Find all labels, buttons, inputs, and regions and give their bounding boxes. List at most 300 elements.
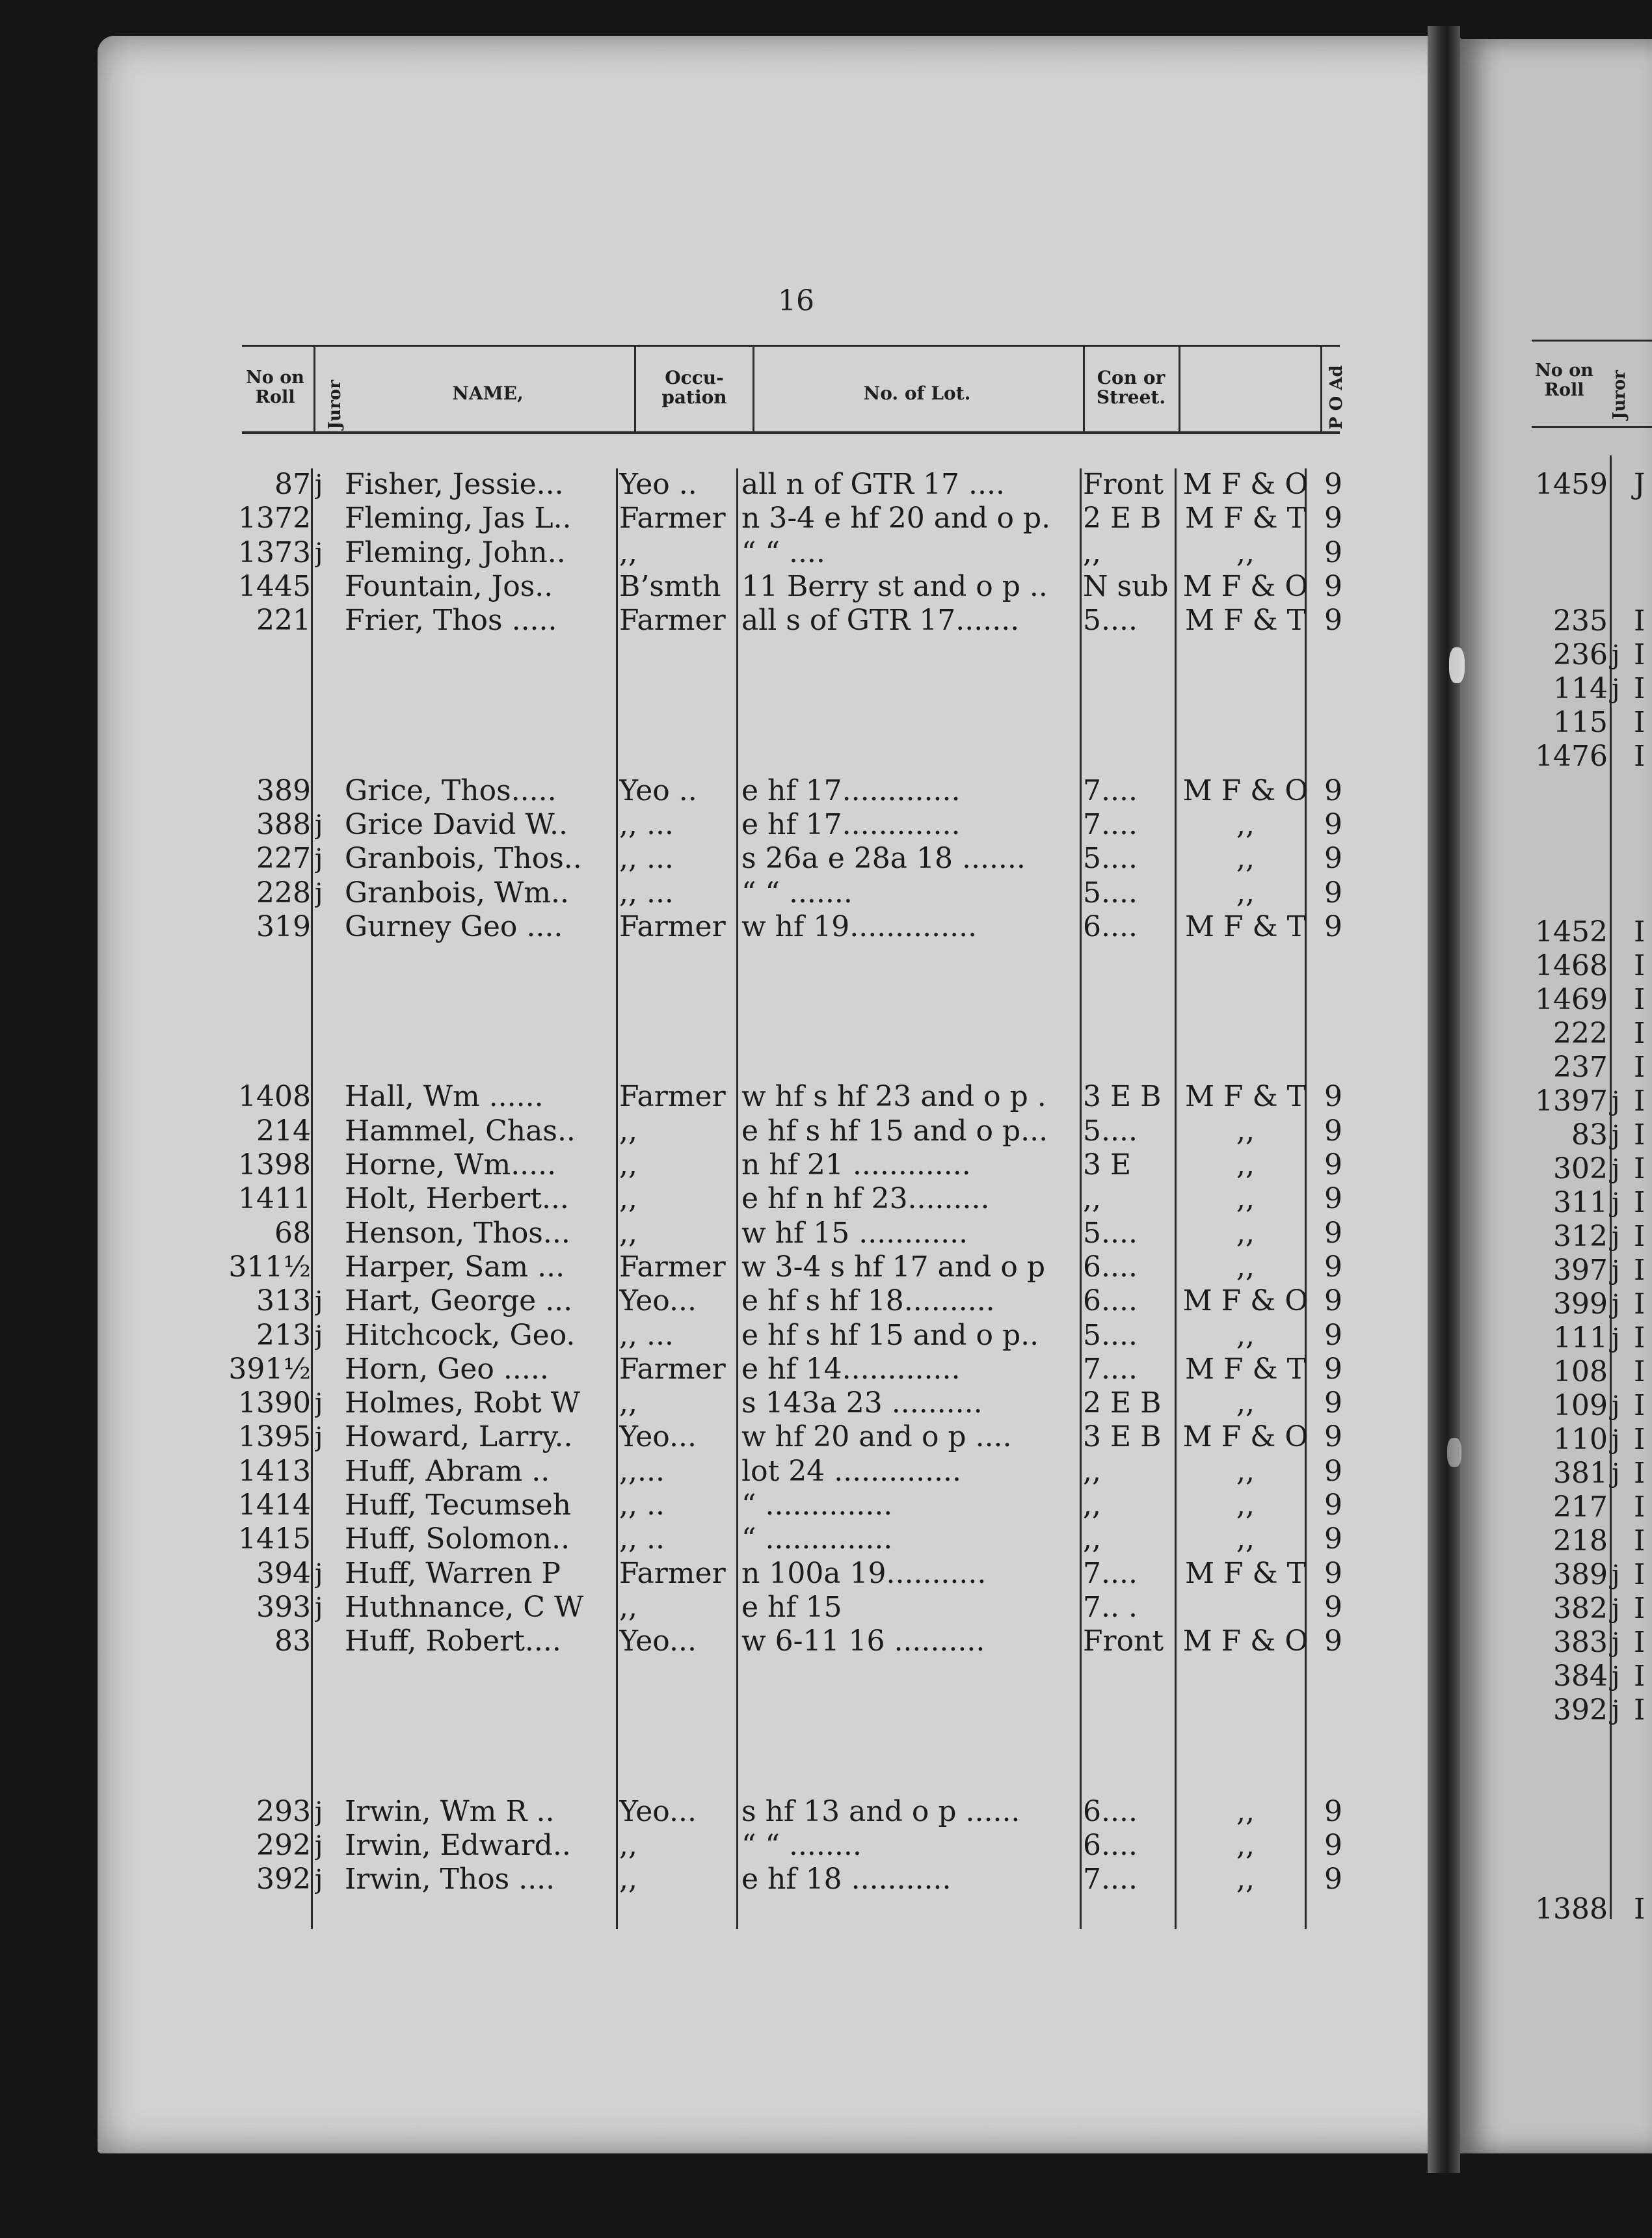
occupation-cell: ,, ... [619, 809, 674, 841]
ad-cell: 9 [1324, 1285, 1342, 1318]
ad-cell [1314, 740, 1353, 773]
name-cell [345, 1761, 611, 1794]
lot-cell [741, 639, 1080, 671]
table-row [0, 1761, 1652, 1794]
name-cell: Irwin, Edward.. [345, 1829, 571, 1862]
ad-cell: 9 [1324, 502, 1342, 535]
po-cell: ,, [1236, 1217, 1255, 1250]
table-row [0, 1285, 1652, 1317]
occupation-cell: Yeo... [619, 1625, 697, 1658]
juror-cell [315, 1489, 338, 1522]
ad-cell: 9 [1324, 1081, 1342, 1114]
name-cell [345, 1693, 611, 1726]
con-cell: 5.... [1083, 1114, 1138, 1148]
juror-cell [315, 1660, 338, 1692]
roll-cell [208, 1727, 311, 1760]
con-cell: 5.... [1083, 604, 1138, 638]
paper-tear [1447, 1438, 1461, 1467]
juror-cell [315, 1523, 338, 1556]
juror-cell [315, 1217, 338, 1250]
roll-cell: 1414 [238, 1489, 311, 1522]
name-cell [345, 707, 611, 739]
header-con [1085, 368, 1177, 407]
juror-cell: j [315, 1592, 323, 1623]
name-cell: Gurney Geo .... [345, 910, 563, 943]
po-cell [1177, 673, 1314, 705]
ad-cell [1314, 1660, 1353, 1692]
right-juror-cell [1612, 984, 1631, 1016]
lot-cell: “ “ ....... [741, 876, 853, 910]
juror-cell [315, 1353, 338, 1386]
right-name-fragment: I [1634, 1152, 1645, 1185]
juror-cell: j [315, 1320, 323, 1351]
right-header-juror: Juror [1610, 370, 1629, 420]
table-row [0, 1557, 1652, 1590]
lot-cell: all s of GTR 17....... [741, 604, 1020, 638]
name-cell: Holmes, Robt W [345, 1387, 580, 1420]
po-cell [1177, 1047, 1314, 1079]
con-cell [1083, 1761, 1174, 1794]
con-cell [1083, 707, 1174, 739]
header-roll [239, 368, 311, 407]
right-name-fragment: I [1634, 1220, 1645, 1253]
table-row [0, 1353, 1652, 1386]
con-cell: 7.... [1083, 1863, 1138, 1896]
occupation-cell [619, 945, 736, 977]
right-name-fragment: I [1634, 1457, 1645, 1490]
occupation-cell: ,, ... [619, 843, 674, 876]
right-name-fragment: J [1634, 468, 1645, 501]
lot-cell: “ .............. [741, 1523, 893, 1556]
table-row [0, 775, 1652, 807]
po-cell [1177, 1660, 1314, 1692]
roll-cell: 214 [256, 1114, 311, 1148]
occupation-cell: ,, [619, 1829, 637, 1862]
con-cell: 6.... [1083, 1250, 1138, 1284]
occupation-cell: Yeo... [619, 1795, 697, 1828]
right-roll-cell: 302 [1553, 1152, 1608, 1185]
juror-cell [315, 1013, 338, 1045]
name-cell: Hall, Wm ...... [345, 1081, 544, 1114]
right-juror-cell: j [1612, 1222, 1620, 1252]
page-number: 16 [778, 284, 814, 317]
juror-cell [315, 1625, 338, 1658]
name-cell [345, 740, 611, 773]
right-name-fragment: I [1634, 1660, 1645, 1693]
juror-cell [315, 571, 338, 603]
table-row [0, 1727, 1652, 1760]
lot-cell: e hf 17............. [741, 809, 961, 841]
right-juror-cell [1612, 1893, 1631, 1926]
juror-cell [315, 911, 338, 943]
con-cell: ,, [1083, 1455, 1101, 1488]
po-cell: ,, [1236, 1183, 1255, 1216]
con-cell: ,, [1083, 1523, 1101, 1556]
occupation-cell: ,, ... [619, 1319, 674, 1352]
lot-cell [741, 1761, 1080, 1794]
right-roll-cell: 235 [1553, 604, 1608, 638]
po-cell [1177, 1693, 1314, 1726]
lot-cell [741, 707, 1080, 739]
juror-cell [315, 979, 338, 1012]
juror-cell: j [315, 810, 323, 840]
right-juror-cell: j [1612, 1391, 1620, 1421]
juror-cell [315, 707, 338, 739]
con-cell: 5.... [1083, 876, 1138, 910]
right-name-fragment: I [1634, 1893, 1645, 1926]
right-juror-cell: j [1612, 1323, 1620, 1353]
lot-cell: w hf 20 and o p .... [741, 1421, 1012, 1454]
right-name-fragment: I [1634, 1254, 1645, 1287]
name-cell: Horne, Wm..... [345, 1149, 557, 1181]
ad-cell [1314, 639, 1353, 671]
table-row [0, 1693, 1652, 1726]
juror-cell: j [315, 1865, 323, 1895]
right-juror-cell [1612, 707, 1631, 739]
po-cell: ,, [1236, 1114, 1255, 1148]
occupation-cell: ,, [619, 1387, 637, 1420]
juror-cell [315, 673, 338, 705]
header-con-line2: Street. [1096, 386, 1166, 408]
ad-cell: 9 [1324, 1455, 1342, 1488]
table-row [0, 1251, 1652, 1284]
po-cell: M F & T [1184, 910, 1307, 943]
con-cell [1083, 945, 1174, 977]
ad-cell: 9 [1324, 1421, 1342, 1454]
right-name-fragment: I [1634, 1693, 1645, 1727]
ad-cell: 9 [1324, 1387, 1342, 1420]
ad-cell [1314, 707, 1353, 739]
right-name-fragment: I [1634, 1355, 1645, 1388]
right-juror-cell [1612, 468, 1631, 501]
right-juror-cell: j [1612, 1459, 1620, 1489]
table-row [0, 1217, 1652, 1250]
right-roll-cell: 236 [1553, 638, 1608, 671]
ad-cell [1314, 1761, 1353, 1794]
con-cell: 6.... [1083, 1829, 1138, 1862]
lot-cell [741, 945, 1080, 977]
name-cell: Grice David W.. [345, 809, 568, 841]
occupation-cell: Farmer [619, 1353, 726, 1386]
juror-cell: j [315, 1286, 323, 1317]
lot-cell: w hf s hf 23 and o p . [741, 1081, 1046, 1114]
po-cell: ,, [1236, 1149, 1255, 1181]
occupation-cell: Yeo .. [619, 468, 697, 501]
con-cell [1083, 1047, 1174, 1079]
right-name-fragment: I [1634, 1186, 1645, 1219]
ad-cell: 9 [1324, 809, 1342, 841]
right-roll-cell: 217 [1553, 1490, 1608, 1524]
po-cell: M F & T [1184, 502, 1307, 535]
po-cell: M F & T [1184, 1557, 1307, 1590]
po-cell: ,, [1236, 1795, 1255, 1828]
right-roll-cell: 311 [1553, 1186, 1608, 1219]
juror-cell [315, 604, 338, 637]
name-cell: Huff, Tecumseh [345, 1489, 572, 1522]
right-name-fragment: I [1634, 672, 1645, 705]
roll-cell: 293 [256, 1795, 311, 1828]
lot-cell [741, 1047, 1080, 1079]
occupation-cell: ,, [619, 1591, 637, 1624]
po-cell: ,, [1236, 809, 1255, 841]
right-roll-cell: 1459 [1535, 468, 1608, 501]
name-cell: Fleming, John.. [345, 536, 566, 569]
name-cell: Holt, Herbert... [345, 1183, 569, 1216]
table-row [0, 1115, 1652, 1148]
right-roll-cell: 392 [1553, 1693, 1608, 1727]
occupation-cell [619, 979, 736, 1012]
right-roll-cell: 1476 [1535, 740, 1608, 773]
con-cell: 6.... [1083, 1285, 1138, 1318]
right-roll-cell: 312 [1553, 1220, 1608, 1253]
right-juror-cell [1612, 950, 1631, 982]
table-row [0, 1625, 1652, 1658]
header-occupation-line1: Occu- [665, 367, 724, 388]
con-cell: ,, [1083, 1489, 1101, 1522]
right-juror-cell: j [1612, 1256, 1620, 1286]
right-name-fragment: I [1634, 983, 1645, 1016]
table-row [0, 945, 1652, 977]
right-juror-cell: j [1612, 1086, 1620, 1116]
right-name-fragment: I [1634, 1051, 1645, 1084]
ad-cell: 9 [1324, 1489, 1342, 1522]
po-cell: ,, [1236, 876, 1255, 910]
occupation-cell [619, 1761, 736, 1794]
con-cell: 3 E B [1083, 1081, 1162, 1114]
juror-cell [315, 775, 338, 807]
occupation-cell: ,, [619, 1863, 637, 1896]
table-row [0, 877, 1652, 910]
po-cell: M F & O [1182, 1421, 1309, 1454]
table-row [0, 604, 1652, 637]
header-roll-line2: Roll [255, 387, 295, 407]
right-juror-cell: j [1612, 1425, 1620, 1455]
right-roll-cell: 383 [1553, 1626, 1608, 1659]
po-cell: ,, [1236, 1489, 1255, 1522]
roll-cell: 1408 [238, 1081, 311, 1114]
ad-cell: 9 [1324, 536, 1342, 569]
ad-cell: 9 [1324, 1863, 1342, 1896]
occupation-cell: ,, ... [619, 876, 674, 910]
juror-cell [315, 1115, 338, 1148]
name-cell [345, 1727, 611, 1760]
roll-cell: 292 [256, 1829, 311, 1862]
name-cell [345, 945, 611, 977]
ad-cell: 9 [1324, 1217, 1342, 1250]
lot-cell: s hf 13 and o p ...... [741, 1795, 1020, 1828]
table-row [0, 673, 1652, 705]
ad-cell [1314, 1727, 1353, 1760]
right-juror-cell: j [1612, 1695, 1620, 1725]
juror-cell [315, 1761, 338, 1794]
name-cell [345, 979, 611, 1012]
header-roll-line1: No on [246, 368, 304, 388]
header-top-rule [242, 345, 1340, 347]
right-roll-cell: 384 [1553, 1660, 1608, 1693]
right-roll-cell: 382 [1553, 1592, 1608, 1625]
name-cell: Granbois, Wm.. [345, 876, 569, 910]
po-cell: ,, [1236, 1319, 1255, 1352]
name-cell: Irwin, Thos .... [345, 1863, 555, 1896]
po-cell: ,, [1236, 1387, 1255, 1420]
right-name-fragment: I [1634, 706, 1645, 739]
roll-cell: 68 [274, 1217, 311, 1250]
right-juror-cell: j [1612, 1289, 1620, 1319]
right-juror-cell: j [1612, 1594, 1620, 1624]
lot-cell: lot 24 .............. [741, 1455, 962, 1488]
roll-cell: 1411 [238, 1183, 311, 1216]
name-cell [345, 1660, 611, 1692]
ad-cell [1314, 1693, 1353, 1726]
ad-cell [1314, 673, 1353, 705]
name-cell: Frier, Thos ..... [345, 604, 557, 638]
right-name-fragment: I [1634, 1017, 1645, 1050]
name-cell: Huthnance, C W [345, 1591, 584, 1624]
paper-tear [1449, 647, 1465, 683]
con-cell: 2 E B [1083, 502, 1162, 535]
header-occupation [641, 368, 748, 407]
right-name-fragment: I [1634, 740, 1645, 773]
occupation-cell: Farmer [619, 604, 726, 638]
po-cell: ,, [1236, 1829, 1255, 1862]
name-cell [345, 1047, 611, 1079]
occupation-cell: ,, [619, 1149, 637, 1181]
roll-cell [208, 1693, 311, 1726]
juror-cell [315, 740, 338, 773]
name-cell: Huff, Robert.... [345, 1625, 561, 1658]
roll-cell: 221 [256, 604, 311, 638]
name-cell: Fisher, Jessie... [345, 468, 564, 501]
right-roll-cell: 399 [1553, 1288, 1608, 1321]
po-cell: M F & T [1184, 1081, 1307, 1114]
right-name-fragment: I [1634, 1524, 1645, 1557]
ad-cell: 9 [1324, 843, 1342, 876]
lot-cell: n 100a 19........... [741, 1557, 987, 1590]
ad-cell: 9 [1324, 604, 1342, 638]
roll-cell [208, 945, 311, 977]
roll-cell [208, 1013, 311, 1045]
lot-cell: w 6-11 16 .......... [741, 1625, 985, 1658]
occupation-cell: ,, .. [619, 1489, 665, 1522]
con-cell: 3 E [1083, 1149, 1132, 1181]
table-row [0, 1591, 1652, 1624]
lot-cell [741, 1013, 1080, 1045]
occupation-cell [619, 673, 736, 705]
po-cell: M F & T [1184, 1353, 1307, 1386]
con-cell: Front [1083, 468, 1164, 501]
right-roll-cell: 1469 [1535, 983, 1608, 1016]
right-juror-cell: j [1612, 640, 1620, 670]
occupation-cell: ,,... [619, 1455, 665, 1488]
lot-cell: “ .............. [741, 1489, 893, 1522]
roll-cell [208, 1660, 311, 1692]
name-cell: Fleming, Jas L.. [345, 502, 572, 535]
roll-cell: 87 [274, 468, 311, 501]
occupation-cell: ,, [619, 536, 637, 569]
table-row [0, 1796, 1652, 1828]
name-cell: Harper, Sam ... [345, 1250, 565, 1284]
table-row [0, 1421, 1652, 1453]
table-row [0, 1455, 1652, 1488]
ad-cell: 9 [1324, 910, 1342, 943]
occupation-cell [619, 639, 736, 671]
column-rule [753, 347, 754, 431]
lot-cell: e hf 18 ........... [741, 1863, 952, 1896]
occupation-cell [619, 740, 736, 773]
roll-cell [208, 1761, 311, 1794]
occupation-cell: ,, [619, 1114, 637, 1148]
roll-cell: 311½ [228, 1250, 311, 1284]
right-juror-cell [1612, 605, 1631, 638]
right-name-fragment: I [1634, 1288, 1645, 1321]
right-name-fragment: I [1634, 915, 1645, 949]
lot-cell [741, 979, 1080, 1012]
ad-cell [1314, 979, 1353, 1012]
con-cell [1083, 639, 1174, 671]
po-cell: ,, [1236, 1250, 1255, 1284]
right-roll-cell: 397 [1553, 1254, 1608, 1287]
roll-cell: 388 [256, 809, 311, 841]
lot-cell: “ “ .... [741, 536, 825, 569]
table-row [0, 571, 1652, 603]
ad-cell [1314, 1047, 1353, 1079]
ad-cell: 9 [1324, 1149, 1342, 1181]
juror-cell: j [315, 1558, 323, 1589]
juror-cell: j [315, 537, 323, 568]
po-cell: M F & T [1184, 604, 1307, 638]
right-roll-cell: 114 [1553, 672, 1608, 705]
name-cell [345, 1013, 611, 1045]
right-name-fragment: I [1634, 1423, 1645, 1456]
right-name-fragment: I [1634, 1389, 1645, 1422]
right-juror-cell [1612, 1356, 1631, 1388]
lot-cell: e hf s hf 18.......... [741, 1285, 995, 1318]
juror-cell [315, 639, 338, 671]
right-juror-cell [1612, 916, 1631, 949]
ad-cell: 9 [1324, 774, 1342, 807]
table-row [0, 979, 1652, 1012]
occupation-cell: Yeo... [619, 1421, 697, 1454]
con-cell: 5.... [1083, 1217, 1138, 1250]
occupation-cell: Yeo... [619, 1285, 697, 1318]
roll-cell [208, 979, 311, 1012]
roll-cell: 1398 [238, 1149, 311, 1181]
right-juror-cell: j [1612, 1662, 1620, 1692]
right-name-fragment: I [1634, 1626, 1645, 1659]
po-cell [1177, 1761, 1314, 1794]
right-header-rule [1532, 340, 1652, 342]
table-row [0, 639, 1652, 671]
ad-cell: 9 [1324, 1523, 1342, 1556]
po-cell: M F & O [1182, 1625, 1309, 1658]
po-cell: M F & O [1182, 570, 1309, 603]
right-juror-cell [1612, 1018, 1631, 1050]
header-con-line1: Con or [1097, 367, 1166, 388]
name-cell: Huff, Abram .. [345, 1455, 550, 1488]
roll-cell [208, 707, 311, 739]
con-cell: ,, [1083, 1183, 1101, 1216]
con-cell: ,, [1083, 536, 1101, 569]
table-row [0, 707, 1652, 739]
roll-cell [208, 1047, 311, 1079]
table-row [0, 1149, 1652, 1181]
table-row [0, 1183, 1652, 1215]
right-roll-cell: 1388 [1535, 1893, 1608, 1926]
juror-cell [315, 1047, 338, 1079]
con-cell: N sub [1083, 570, 1169, 603]
right-name-fragment: I [1634, 604, 1645, 638]
con-cell: 7.... [1083, 1557, 1138, 1590]
